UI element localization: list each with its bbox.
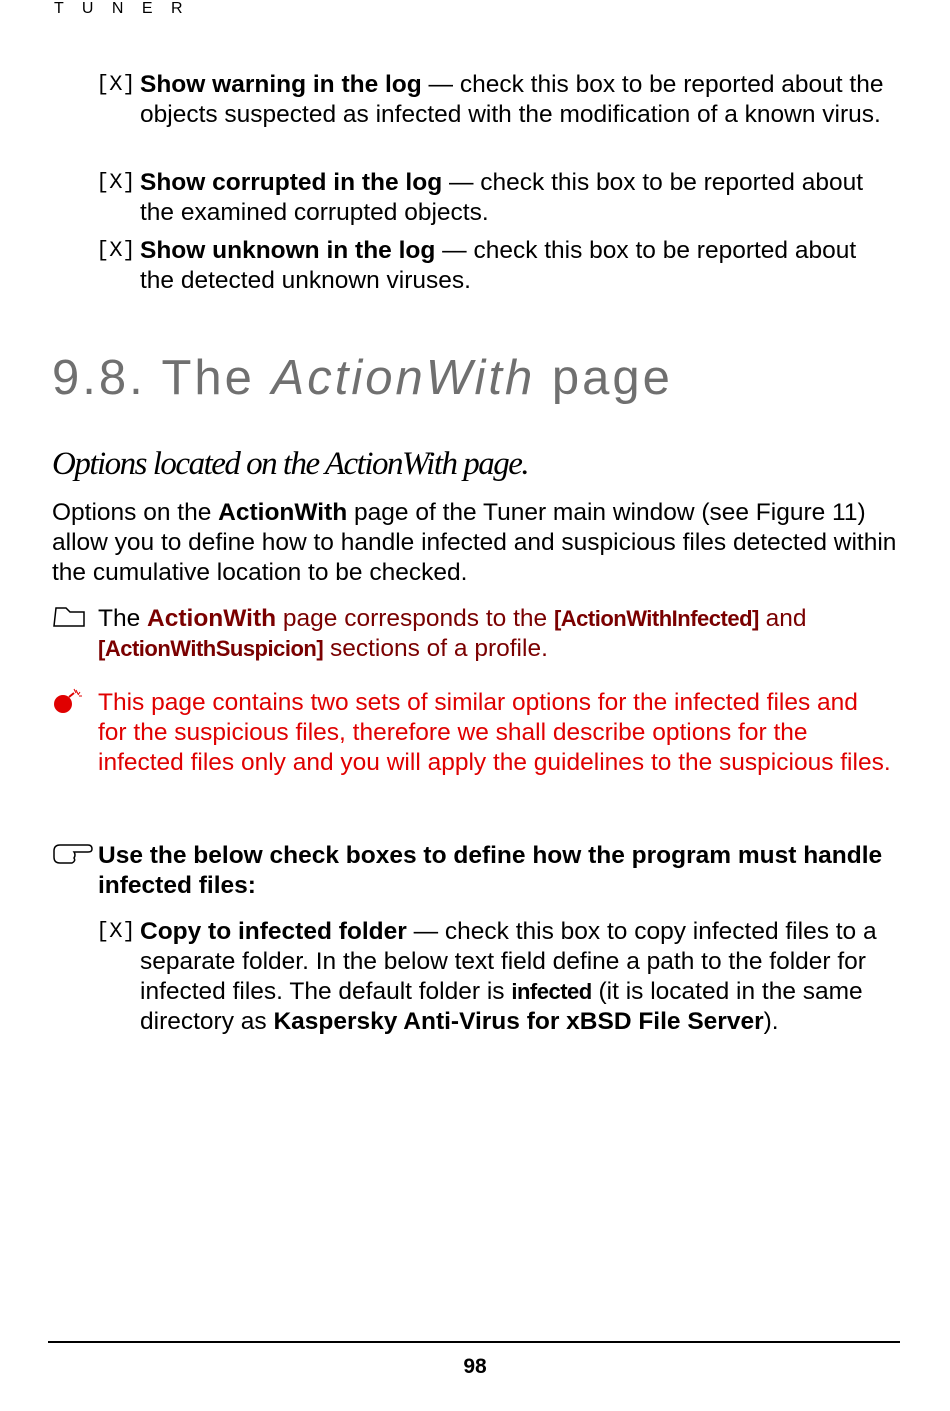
option-keyword: infected	[511, 979, 592, 1004]
option-show-unknown	[96, 236, 896, 296]
option-copy-infected	[96, 917, 896, 1037]
note-text: sections of a profile.	[323, 635, 548, 662]
option-show-warning	[96, 70, 896, 130]
product-name: Kaspersky Anti-Virus for xBSD File Server	[273, 1008, 764, 1035]
pointing-hand-icon	[52, 841, 92, 871]
note-keyword: [ActionWithInfected]	[553, 606, 759, 631]
section-number: 9.8.	[52, 351, 146, 405]
para-text: Options on the	[52, 499, 219, 526]
running-header: T U N E R	[54, 0, 190, 17]
note-text: The	[98, 605, 148, 632]
checkbox-marker: [X]	[96, 919, 136, 944]
option-description: ).	[763, 1008, 779, 1035]
note-text: page corresponds to the	[276, 605, 554, 632]
para-text: page of the Tuner main window (see Figure 11) allow you to define how to handle infected and suspicious files detected within the cumulative location to be checked.	[52, 499, 897, 586]
checkbox-marker: [X]	[96, 238, 136, 263]
option-label: Copy to infected folder	[140, 918, 407, 945]
bomb-icon	[52, 688, 92, 718]
page-number: 98	[463, 1355, 487, 1378]
para-bold: ActionWith	[218, 499, 348, 526]
warning-block	[52, 688, 892, 778]
option-label: Show warning in the log	[140, 71, 422, 98]
option-description: — check this box to be reported about the examined corrupted objects.	[140, 169, 864, 226]
instruction-text: Use the below check boxes to define how the program must handle infected files:	[98, 842, 883, 899]
heading-word-actionwith: ActionWith	[271, 351, 536, 405]
note-keyword: [ActionWithSuspicion]	[98, 636, 324, 661]
intro-paragraph	[52, 498, 912, 588]
option-description: — check this box to be reported about the objects suspected as infected with the modification of a known virus.	[140, 71, 884, 128]
option-label: Show unknown in the log	[140, 237, 436, 264]
instruction-block	[52, 841, 892, 901]
heading-word-the: The	[161, 351, 255, 405]
section-heading	[52, 350, 673, 406]
option-description: (it is located in the same directory as	[140, 978, 863, 1035]
checkbox-marker: [X]	[96, 72, 136, 97]
note-bold: ActionWith	[147, 605, 277, 632]
note-block	[52, 604, 892, 664]
subheading: Options located on the ActionWith page.	[52, 446, 529, 482]
checkbox-marker: [X]	[96, 170, 136, 195]
heading-word-page: page	[551, 351, 673, 405]
option-description: — check this box to be reported about the detected unknown viruses.	[140, 237, 857, 294]
note-text: and	[758, 605, 807, 632]
note-icon	[52, 604, 92, 634]
footer-rule	[48, 1341, 900, 1343]
warning-text: This page contains two sets of similar options for the infected files and for the suspicious files, therefore we shall describe options for the infected files only and you will apply the guidelines to the suspicious files.	[98, 689, 891, 776]
option-show-corrupted	[96, 168, 896, 228]
option-label: Show corrupted in the log	[140, 169, 443, 196]
option-description: — check this box to copy infected files to a separate folder. In the below text field define a path to the folder for infected files. The default folder is	[140, 918, 877, 1005]
